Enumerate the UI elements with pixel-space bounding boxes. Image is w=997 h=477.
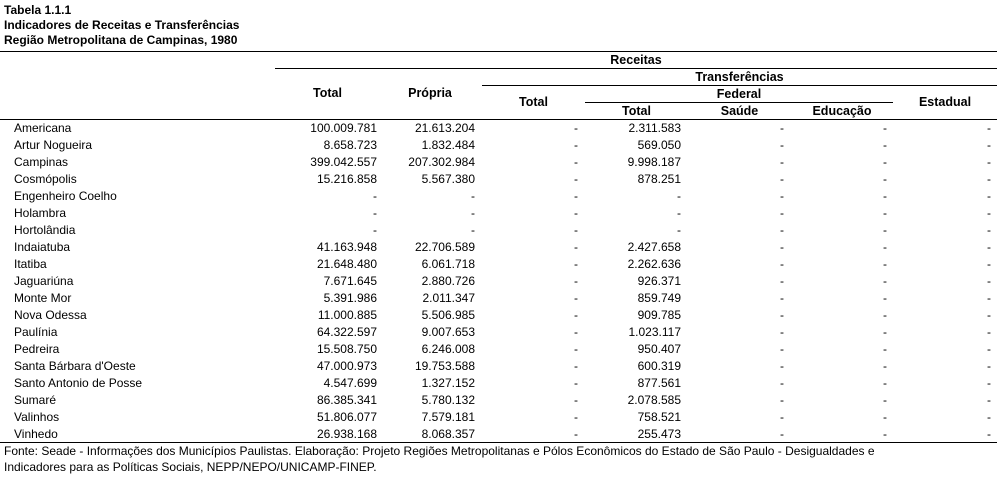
cell-total: 15.508.750	[316, 342, 377, 356]
cell-estadual: -	[987, 189, 991, 203]
cell-estadual: -	[987, 223, 991, 237]
cell-saude: -	[780, 308, 784, 322]
cell-federal-total: 2.262.636	[627, 257, 681, 271]
cell-municipio: Campinas	[14, 155, 69, 169]
cell-transf-total: -	[574, 138, 578, 152]
table-row	[0, 171, 997, 188]
cell-municipio: Paulínia	[14, 325, 58, 339]
table-row	[0, 409, 997, 426]
header-federal-total: Total	[622, 104, 651, 118]
table-row	[0, 426, 997, 443]
cell-educacao: -	[883, 206, 887, 220]
cell-educacao: -	[883, 172, 887, 186]
cell-saude: -	[780, 172, 784, 186]
cell-total: 86.385.341	[316, 393, 377, 407]
cell-propria: 9.007.653	[421, 325, 475, 339]
cell-educacao: -	[883, 359, 887, 373]
cell-federal-total: 2.427.658	[627, 240, 681, 254]
header-total: Total	[313, 86, 342, 100]
cell-total: 399.042.557	[310, 155, 377, 169]
cell-municipio: Holambra	[14, 206, 67, 220]
table-row	[0, 137, 997, 154]
cell-propria: 22.706.589	[414, 240, 475, 254]
cell-municipio: Cosmópolis	[14, 172, 77, 186]
cell-total: -	[373, 206, 377, 220]
cell-municipio: Nova Odessa	[14, 308, 87, 322]
cell-transf-total: -	[574, 223, 578, 237]
cell-transf-total: -	[574, 410, 578, 424]
cell-estadual: -	[987, 291, 991, 305]
cell-educacao: -	[883, 223, 887, 237]
cell-total: 15.216.858	[316, 172, 377, 186]
table-title: Indicadores de Receitas e Transferências	[4, 18, 240, 32]
cell-educacao: -	[883, 325, 887, 339]
cell-transf-total: -	[574, 393, 578, 407]
cell-educacao: -	[883, 308, 887, 322]
table-row	[0, 256, 997, 273]
table-row	[0, 222, 997, 239]
cell-transf-total: -	[574, 257, 578, 271]
cell-total: 11.000.885	[317, 308, 377, 322]
table-row	[0, 375, 997, 392]
cell-municipio: Vinhedo	[14, 427, 58, 441]
cell-propria: 5.506.985	[421, 308, 475, 322]
cell-saude: -	[780, 138, 784, 152]
cell-transf-total: -	[574, 240, 578, 254]
cell-federal-total: 758.521	[637, 410, 681, 424]
cell-saude: -	[780, 189, 784, 203]
header-transf-total: Total	[519, 95, 548, 109]
cell-federal-total: 878.251	[637, 172, 681, 186]
cell-estadual: -	[987, 342, 991, 356]
cell-federal-total: 950.407	[637, 342, 681, 356]
source-note-line: Fonte: Seade - Informações dos Municípios Paulistas. Elaboração: Projeto Regiões Metropolitanas e Pólos Econômicos do Estado de São Paulo - Desigualdades e	[4, 444, 875, 458]
cell-total: 26.938.168	[316, 427, 377, 441]
cell-saude: -	[780, 427, 784, 441]
cell-transf-total: -	[574, 189, 578, 203]
cell-propria: -	[471, 206, 475, 220]
cell-federal-total: 926.371	[637, 274, 681, 288]
cell-educacao: -	[883, 155, 887, 169]
cell-propria: -	[471, 189, 475, 203]
table-body	[0, 120, 997, 443]
cell-saude: -	[780, 206, 784, 220]
cell-transf-total: -	[574, 172, 578, 186]
cell-federal-total: -	[677, 189, 681, 203]
cell-transf-total: -	[574, 308, 578, 322]
cell-municipio: Americana	[14, 121, 72, 135]
header-saude: Saúde	[720, 104, 759, 118]
cell-propria: 7.579.181	[421, 410, 475, 424]
receitas-rule	[275, 68, 997, 69]
cell-saude: -	[780, 359, 784, 373]
cell-municipio: Pedreira	[14, 342, 60, 356]
cell-municipio: Santo Antonio de Posse	[14, 376, 143, 390]
cell-federal-total: 255.473	[637, 427, 681, 441]
cell-estadual: -	[987, 121, 991, 135]
cell-municipio: Valinhos	[14, 410, 60, 424]
cell-municipio: Engenheiro Coelho	[14, 189, 117, 203]
cell-educacao: -	[883, 138, 887, 152]
cell-propria: -	[471, 223, 475, 237]
table-row	[0, 290, 997, 307]
cell-propria: 5.780.132	[421, 393, 475, 407]
cell-federal-total: 2.078.585	[627, 393, 681, 407]
cell-estadual: -	[987, 325, 991, 339]
header-federal: Federal	[716, 87, 762, 101]
cell-federal-total: 600.319	[637, 359, 681, 373]
cell-saude: -	[780, 257, 784, 271]
cell-municipio: Itatiba	[14, 257, 47, 271]
cell-saude: -	[780, 376, 784, 390]
cell-municipio: Sumaré	[14, 393, 57, 407]
cell-municipio: Artur Nogueira	[14, 138, 93, 152]
cell-propria: 21.613.204	[414, 121, 475, 135]
cell-transf-total: -	[574, 291, 578, 305]
cell-federal-total: 1.023.117	[628, 325, 681, 339]
cell-educacao: -	[883, 189, 887, 203]
cell-total: 100.009.781	[310, 121, 377, 135]
table-row	[0, 392, 997, 409]
cell-federal-total: 569.050	[637, 138, 681, 152]
cell-educacao: -	[883, 257, 887, 271]
cell-federal-total: 877.561	[637, 376, 681, 390]
cell-saude: -	[780, 291, 784, 305]
cell-estadual: -	[987, 393, 991, 407]
cell-total: 7.671.645	[323, 274, 377, 288]
cell-transf-total: -	[574, 121, 578, 135]
table-row	[0, 324, 997, 341]
header-educacao: Educação	[812, 104, 872, 118]
cell-federal-total: 9.998.187	[627, 155, 681, 169]
transferencias-rule	[482, 85, 997, 86]
cell-transf-total: -	[574, 155, 578, 169]
table-subtitle: Região Metropolitana de Campinas, 1980	[4, 33, 238, 47]
cell-saude: -	[780, 393, 784, 407]
cell-saude: -	[780, 325, 784, 339]
cell-propria: 207.302.984	[408, 155, 475, 169]
cell-educacao: -	[883, 342, 887, 356]
header-propria: Própria	[408, 86, 452, 100]
cell-propria: 6.246.008	[421, 342, 475, 356]
cell-municipio: Monte Mor	[14, 291, 72, 305]
header-receitas: Receitas	[610, 53, 662, 67]
cell-total: 47.000.973	[316, 359, 377, 373]
source-note-line: Indicadores para as Políticas Sociais, NEPP/NEPO/UNICAMP-FINEP.	[4, 460, 377, 474]
table-row	[0, 307, 997, 324]
cell-transf-total: -	[574, 206, 578, 220]
cell-federal-total: 909.785	[637, 308, 681, 322]
cell-total: 51.806.077	[316, 410, 377, 424]
cell-municipio: Hortolândia	[14, 223, 76, 237]
cell-saude: -	[780, 342, 784, 356]
cell-estadual: -	[987, 359, 991, 373]
cell-saude: -	[780, 410, 784, 424]
cell-total: 41.163.948	[316, 240, 377, 254]
cell-propria: 8.068.357	[421, 427, 475, 441]
cell-total: 64.322.597	[316, 325, 377, 339]
cell-total: 4.547.699	[323, 376, 377, 390]
table-title-block	[4, 3, 239, 48]
cell-total: -	[373, 223, 377, 237]
cell-educacao: -	[883, 121, 887, 135]
cell-educacao: -	[883, 291, 887, 305]
cell-municipio: Indaiatuba	[14, 240, 71, 254]
cell-saude: -	[780, 155, 784, 169]
cell-estadual: -	[987, 410, 991, 424]
header-estadual: Estadual	[918, 95, 972, 109]
cell-transf-total: -	[574, 376, 578, 390]
cell-saude: -	[780, 223, 784, 237]
cell-estadual: -	[987, 155, 991, 169]
table-row	[0, 154, 997, 171]
cell-educacao: -	[883, 393, 887, 407]
table-row	[0, 358, 997, 375]
cell-propria: 5.567.380	[421, 172, 475, 186]
cell-educacao: -	[883, 274, 887, 288]
cell-saude: -	[780, 274, 784, 288]
cell-federal-total: -	[677, 223, 681, 237]
table-row	[0, 188, 997, 205]
cell-federal-total: 2.311.583	[628, 121, 681, 135]
cell-estadual: -	[987, 257, 991, 271]
cell-propria: 2.880.726	[421, 274, 475, 288]
cell-propria: 1.832.484	[421, 138, 475, 152]
cell-municipio: Santa Bárbara d'Oeste	[14, 359, 136, 373]
cell-transf-total: -	[574, 427, 578, 441]
table-row	[0, 273, 997, 290]
top-rule	[0, 51, 997, 52]
cell-total: 21.648.480	[316, 257, 377, 271]
cell-transf-total: -	[574, 359, 578, 373]
cell-propria: 2.011.347	[422, 291, 475, 305]
cell-propria: 19.753.588	[414, 359, 475, 373]
header-transferencias: Transferências	[695, 70, 784, 84]
table-number: Tabela 1.1.1	[4, 3, 72, 17]
cell-transf-total: -	[574, 342, 578, 356]
cell-propria: 6.061.718	[421, 257, 475, 271]
cell-estadual: -	[987, 172, 991, 186]
cell-educacao: -	[883, 410, 887, 424]
cell-propria: 1.327.152	[421, 376, 475, 390]
table-row	[0, 239, 997, 256]
table-row	[0, 205, 997, 222]
cell-educacao: -	[883, 427, 887, 441]
cell-total: 8.658.723	[323, 138, 377, 152]
federal-rule	[585, 102, 893, 103]
cell-saude: -	[780, 121, 784, 135]
cell-estadual: -	[987, 274, 991, 288]
cell-estadual: -	[987, 206, 991, 220]
cell-total: -	[373, 189, 377, 203]
cell-educacao: -	[883, 376, 887, 390]
cell-federal-total: 859.749	[637, 291, 681, 305]
cell-educacao: -	[883, 240, 887, 254]
cell-estadual: -	[987, 138, 991, 152]
cell-saude: -	[780, 240, 784, 254]
cell-transf-total: -	[574, 325, 578, 339]
cell-federal-total: -	[677, 206, 681, 220]
table-row	[0, 120, 997, 137]
cell-total: 5.391.986	[323, 291, 377, 305]
cell-transf-total: -	[574, 274, 578, 288]
cell-estadual: -	[987, 376, 991, 390]
cell-municipio: Jaguariúna	[14, 274, 74, 288]
cell-estadual: -	[987, 240, 991, 254]
table-row	[0, 341, 997, 358]
source-note	[4, 443, 989, 475]
cell-estadual: -	[987, 427, 991, 441]
cell-estadual: -	[987, 308, 991, 322]
